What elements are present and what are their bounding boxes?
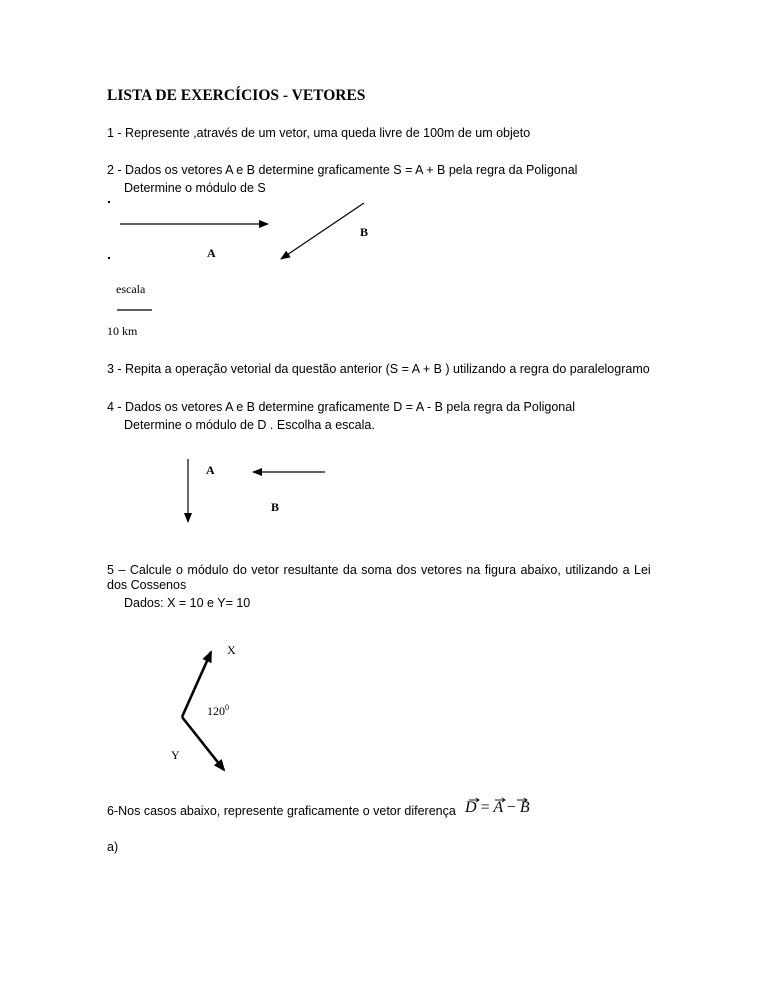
difference-equation: D = A − B — [465, 799, 530, 816]
vector-a-label-q4: A — [206, 463, 215, 477]
scale-value: 10 km — [107, 324, 138, 338]
page-title: LISTA DE EXERCÍCIOS - VETORES — [107, 87, 366, 104]
question-5-line-2: dos Cossenos — [107, 578, 187, 592]
scale-label: escala — [116, 282, 146, 296]
question-5-line-1: 5 – Calcule o módulo do vetor resultante da soma dos vetores na figura abaixo, utilizando a Lei — [107, 563, 651, 577]
equation-vector-arrows — [469, 798, 527, 802]
eq-d: D — [465, 799, 477, 816]
vector-x-label: X — [227, 643, 236, 657]
question-4-line-2: Determine o módulo de D . Escolha a escala. — [124, 418, 375, 432]
question-2-line-2: Determine o módulo de S — [124, 181, 266, 195]
vector-b-label: B — [360, 225, 369, 239]
question-1: 1 - Represente ,através de um vetor, uma queda livre de 100m de um objeto — [107, 126, 531, 140]
vector-a-label: A — [207, 246, 216, 260]
question-3: 3 - Repita a operação vetorial da questão anterior (S = A + B ) utilizando a regra do paralelogramo — [107, 362, 650, 376]
question-2-line-1: 2 - Dados os vetores A e B determine graficamente S = A + B pela regra da Poligonal — [107, 163, 578, 177]
vector-x-arrow — [182, 652, 211, 717]
vector-y-arrow — [182, 717, 224, 770]
angle-label: $120^0$ — [207, 703, 229, 718]
vector-y-label: Y — [171, 748, 180, 762]
question-6: 6-Nos casos abaixo, represente graficamente o vetor diferença — [107, 804, 456, 818]
question-5-data: Dados: X = 10 e Y= 10 — [124, 596, 251, 610]
vector-b-label-q4: B — [271, 500, 280, 514]
vector-b-arrow — [281, 203, 364, 259]
question-4-line-1: 4 - Dados os vetores A e B determine graficamente D = A - B pela regra da Poligonal — [107, 400, 575, 414]
item-a: a) — [107, 840, 119, 854]
